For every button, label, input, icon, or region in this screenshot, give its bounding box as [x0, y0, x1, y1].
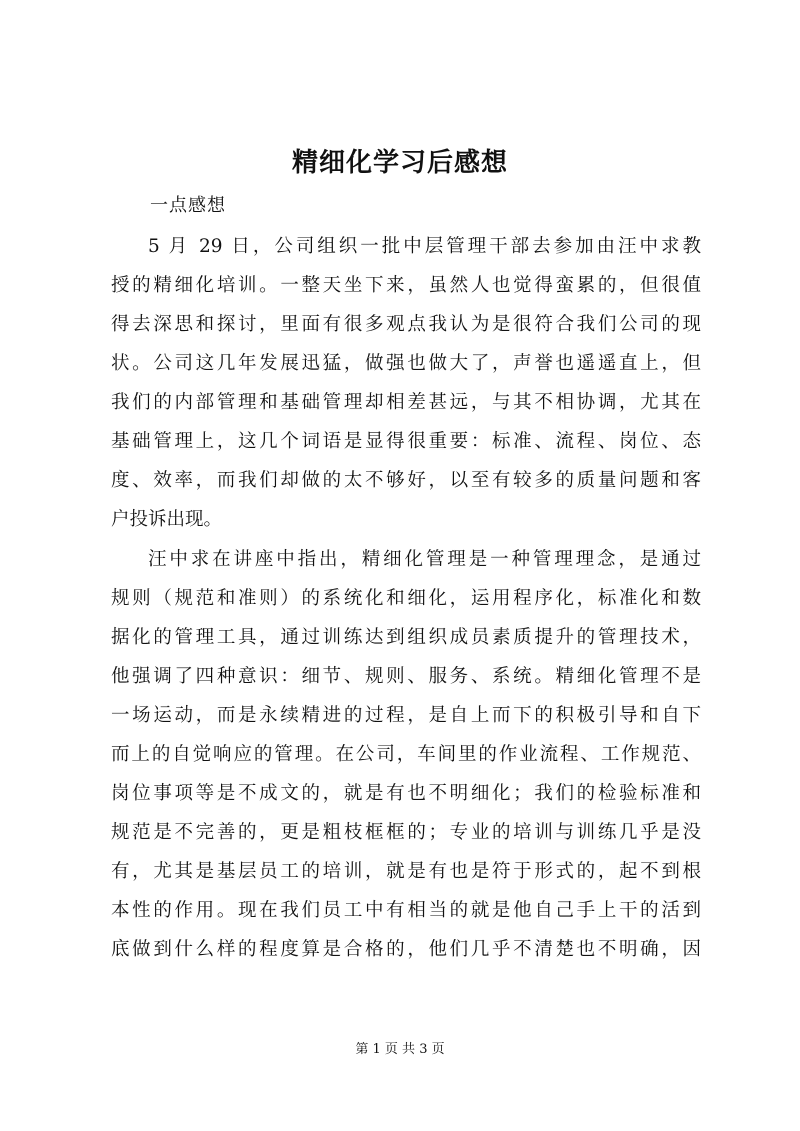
text-line: 户投诉出现。: [111, 509, 223, 530]
text-line: 他强调了四种意识：细节、规则、服务、系统。精细化管理不是: [111, 666, 701, 687]
text-line: 据化的管理工具，通过训练达到组织成员素质提升的管理技术，: [111, 627, 701, 648]
text-line: 状。公司这几年发展迅猛，做强也做大了，声誉也遥遥直上，但: [111, 353, 701, 374]
text-line: 本性的作用。现在我们员工中有相当的就是他自己手上干的活到: [111, 900, 701, 921]
text-line: 我们的内部管理和基础管理却相差甚远，与其不相协调，尤其在: [111, 392, 701, 413]
document-subheading: 一点感想: [150, 195, 226, 216]
text-line: 底做到什么样的程度算是合格的，他们几乎不清楚也不明确，因: [111, 939, 701, 960]
text-line: 汪中求在讲座中指出，精细化管理是一种管理理念，是通过: [148, 549, 701, 570]
page-footer: 第 1 页 共 3 页: [355, 1042, 445, 1057]
text-line: 授的精细化培训。一整天坐下来，虽然人也觉得蛮累的，但很值: [111, 275, 701, 296]
text-line: 5 月 29 日，公司组织一批中层管理干部去参加由汪中求教: [148, 236, 701, 257]
text-line: 基础管理上，这几个词语是显得很重要：标准、流程、岗位、态: [111, 431, 701, 452]
text-line: 规范是不完善的，更是粗枝框框的；专业的培训与训练几乎是没: [111, 822, 701, 843]
text-line: 规则（规范和准则）的系统化和细化，运用程序化，标准化和数: [111, 588, 701, 609]
text-line: 度、效率，而我们却做的太不够好，以至有较多的质量问题和客: [111, 470, 701, 491]
text-line: 一场运动，而是永续精进的过程，是自上而下的积极引导和自下: [111, 705, 701, 726]
text-line: 得去深思和探讨，里面有很多观点我认为是很符合我们公司的现: [111, 314, 701, 335]
document-title: 精细化学习后感想: [291, 148, 508, 178]
text-line: 而上的自觉响应的管理。在公司，车间里的作业流程、工作规范、: [111, 744, 701, 765]
text-line: 有，尤其是基层员工的培训，就是有也是符于形式的，起不到根: [111, 861, 701, 882]
text-line: 岗位事项等是不成文的，就是有也不明细化；我们的检验标准和: [111, 783, 701, 804]
